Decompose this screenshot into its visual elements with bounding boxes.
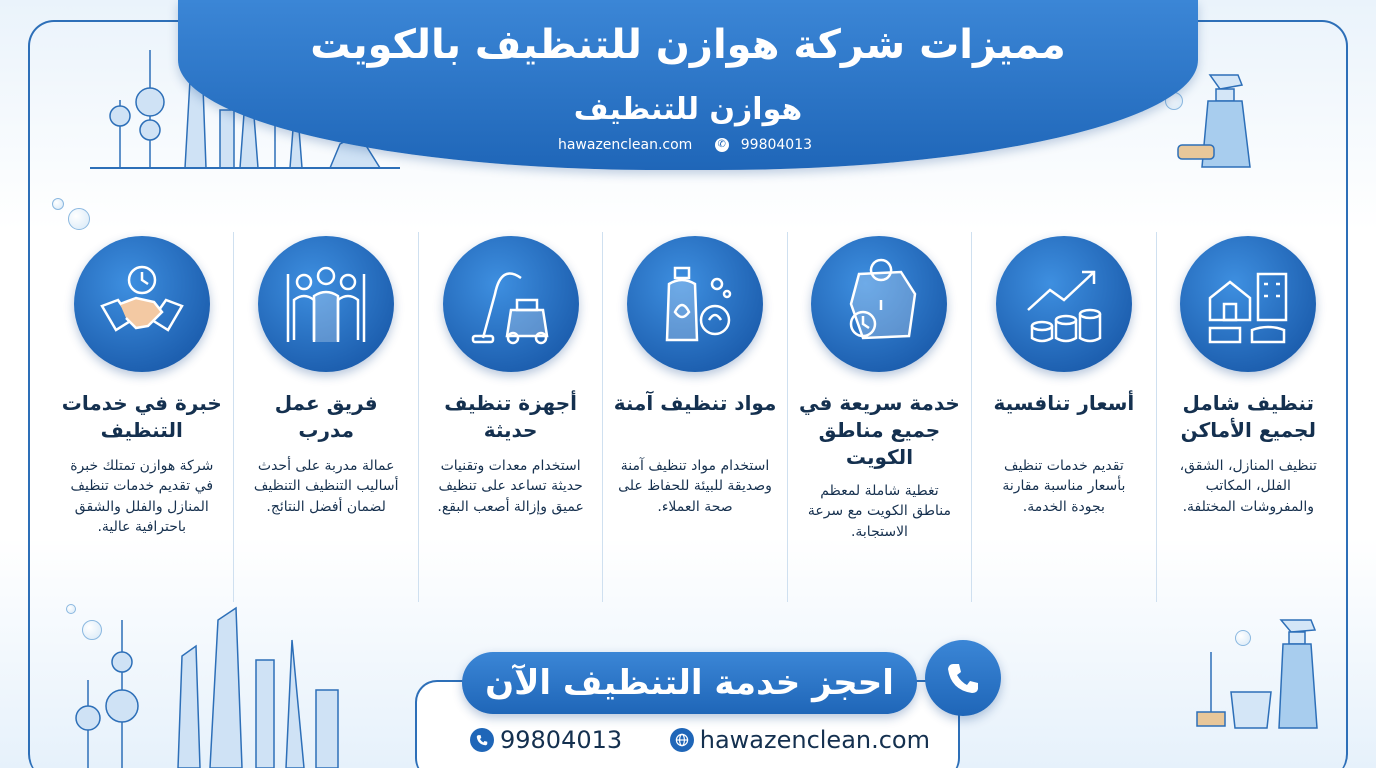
book-now-button[interactable]: احجز خدمة التنظيف الآن [462,652,917,714]
feature-description: تنظيف المنازل، الشقق، الفلل، المكاتب والمفروشات المختلفة. [1179,458,1317,515]
header-phone: 99804013 [740,137,813,153]
growth-coins-icon [996,236,1132,372]
header-phone-wrap[interactable] [709,137,818,153]
feature-title: فريق عمل مدرب [274,391,378,442]
brand-name: هوازن للتنظيف [573,92,803,127]
feature-card-experience [50,232,234,602]
feature-card-fast-service [788,232,972,602]
bubble-decoration [68,208,90,230]
handshake-clock-icon [74,236,210,372]
feature-description: تقديم خدمات تنظيف بأسعار مناسبة مقارنة بجودة الخدمة. [1002,458,1126,515]
feature-card-trained-team [234,232,418,602]
cta-website: hawazenclean.com [699,726,930,754]
page-title: مميزات شركة هوازن للتنظيف بالكويت [310,22,1066,68]
cta-website-item[interactable] [670,726,930,754]
feature-title: مواد تنظيف آمنة [613,391,777,415]
feature-title: خدمة سريعة في جميع مناطق الكويت [799,391,960,469]
cta-phone-item[interactable] [470,726,622,754]
map-clock-icon [811,236,947,372]
cta-phone-number: 99804013 [500,726,623,754]
header-website[interactable]: hawazenclean.com [557,137,693,153]
detergent-bottle-icon [627,236,763,372]
phone-call-button[interactable] [925,640,1001,716]
header-contact [178,137,1198,153]
spray-bottle-icon [1150,55,1270,175]
features-list [50,232,1340,602]
feature-card-safe-materials [603,232,787,602]
feature-description: استخدام مواد تنظيف آمنة وصديقة للبيئة للحفاظ على صحة العملاء. [618,458,772,515]
feature-card-modern-equipment [419,232,603,602]
feature-title: أسعار تنافسية [993,391,1135,415]
bubble-decoration [52,198,64,210]
feature-title: خبرة في خدمات التنظيف [61,391,222,442]
buildings-furniture-icon [1180,236,1316,372]
kuwait-towers-icon [60,600,360,768]
feature-description: شركة هوازن تمتلك خبرة في تقديم خدمات تنظيف المنازل والفلل والشقق باحترافية عالية. [70,458,214,535]
globe-icon [670,728,694,752]
phone-icon: ✆ [715,138,729,152]
feature-description: عمالة مدربة على أحدث أساليب التنظيف التنظيف لضمان أفضل النتائج. [253,458,399,515]
feature-card-prices [972,232,1156,602]
phone-icon [470,728,494,752]
feature-card-comprehensive [1157,232,1340,602]
vacuum-cleaner-icon [443,236,579,372]
feature-title: أجهزة تنظيف حديثة [444,391,578,442]
cleaning-team-icon [258,236,394,372]
feature-title: تنظيف شامل لجميع الأماكن [1180,391,1316,442]
phone-icon [943,658,983,698]
cta-contact-row [470,726,930,754]
cleaning-supplies-icon [1185,612,1325,732]
feature-description: استخدام معدات وتقنيات حديثة تساعد على تنظيف عميق وإزالة أصعب البقع. [437,458,584,515]
feature-description: تغطية شاملة لمعظم مناطق الكويت مع سرعة الاستجابة. [807,483,952,540]
